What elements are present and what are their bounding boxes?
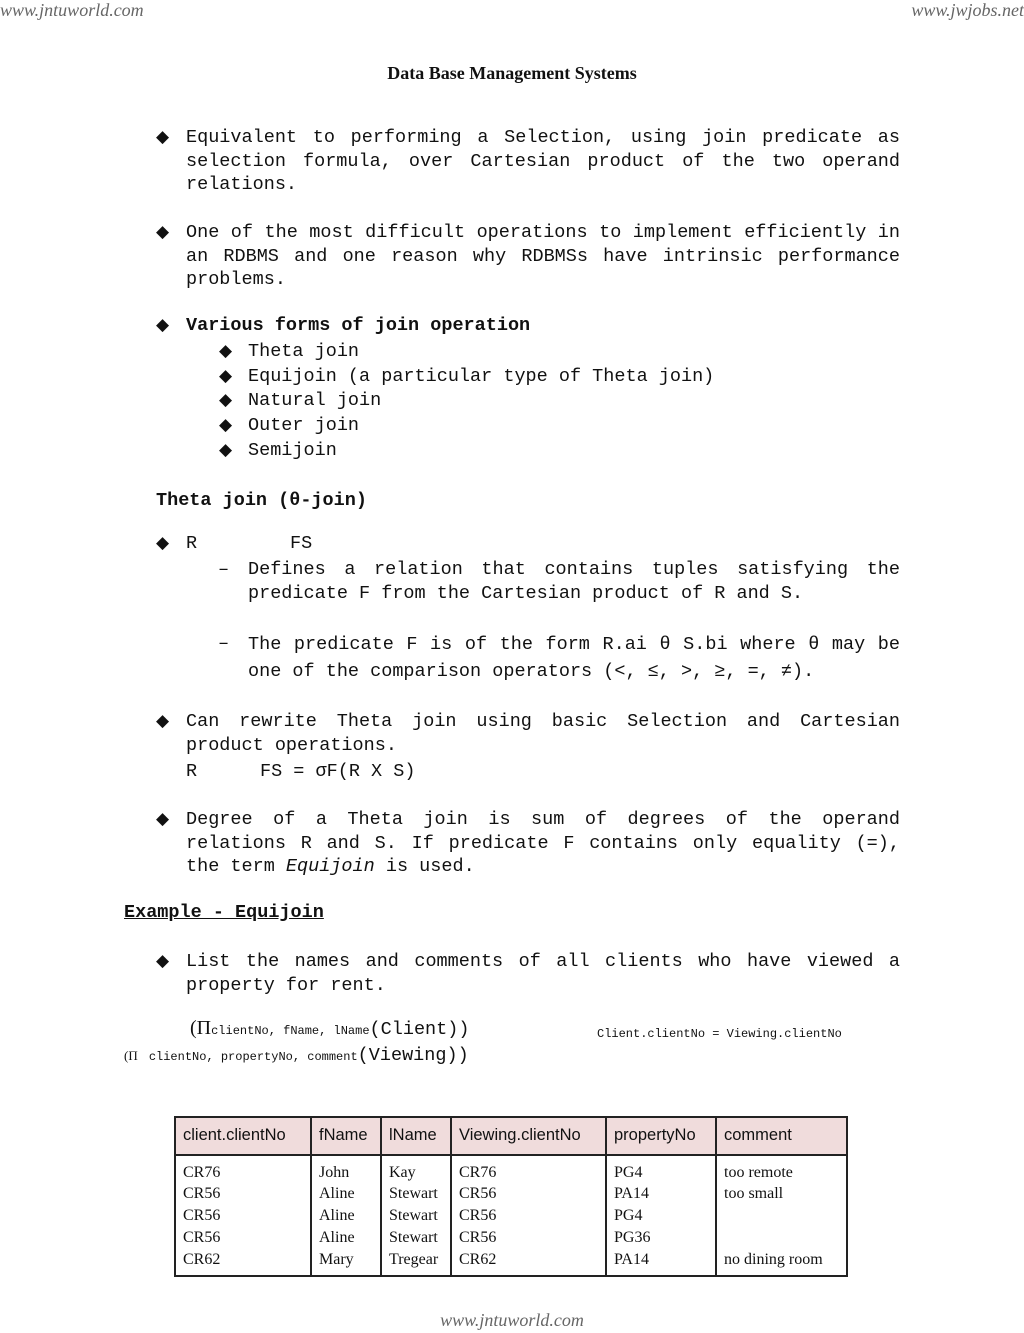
projection-attributes: clientNo, propertyNo, comment: [148, 1050, 358, 1064]
diamond-bullet-icon: ◆: [219, 415, 233, 435]
section-heading: Theta join (θ-join): [156, 490, 367, 511]
example-heading: Example - Equijoin: [124, 902, 324, 923]
diamond-bullet-icon: ◆: [156, 711, 170, 731]
column-header: fName: [311, 1117, 381, 1155]
table-cell: Kay: [381, 1155, 451, 1183]
table-row: [175, 1183, 847, 1205]
table-cell: Aline: [311, 1183, 381, 1205]
column-header: client.clientNo: [175, 1117, 311, 1155]
table-cell: CR62: [451, 1249, 606, 1276]
diamond-bullet-icon: ◆: [156, 533, 170, 553]
table-cell: Aline: [311, 1227, 381, 1249]
page-title: Data Base Management Systems: [387, 63, 637, 83]
diamond-bullet-icon: ◆: [156, 951, 170, 971]
table-cell: Tregear: [381, 1249, 451, 1276]
formula-line-2: [124, 1044, 469, 1070]
degree-text-end: is used.: [374, 856, 475, 877]
table-cell: CR62: [183, 1250, 221, 1268]
list-item: Theta join: [248, 341, 360, 362]
table-cell: too small: [716, 1183, 847, 1205]
table-cell: [716, 1205, 847, 1227]
diamond-bullet-icon: ◆: [156, 222, 170, 242]
table-cell: [716, 1227, 847, 1249]
diamond-bullet-icon: ◆: [219, 366, 233, 386]
dash-paragraph: Defines a relation that contains tuples satisfying the predicate F from the Cartesian product of R and S.: [248, 559, 900, 604]
table-cell: PG4: [606, 1155, 716, 1183]
table-cell: too remote: [716, 1155, 847, 1183]
watermark-top-right: www.jwjobs.net: [911, 0, 1024, 20]
equijoin-result-table: [174, 1116, 848, 1277]
table-cell: CR56: [183, 1207, 221, 1224]
list-item: Outer join: [248, 415, 360, 436]
projection-relation: (Client)): [369, 1019, 470, 1040]
table-cell: PG36: [606, 1227, 716, 1249]
formula-line-1: [190, 1017, 469, 1044]
join-condition: Client.clientNo = Viewing.clientNo: [597, 1027, 842, 1041]
table-row: [175, 1249, 847, 1276]
list-item: Equijoin (a particular type of Theta join): [248, 366, 715, 387]
bullet-paragraph: [186, 808, 900, 879]
list-item: Natural join: [248, 390, 382, 411]
table-cell: PG4: [606, 1205, 716, 1227]
rewrite-expression: FS = σF(R X S): [260, 761, 416, 782]
expr-relation-r: R: [186, 533, 198, 554]
projection-symbol: (Π: [124, 1048, 138, 1063]
diamond-bullet-icon: ◆: [219, 341, 233, 361]
dash-paragraph: The predicate F is of the form R.ai θ S.bi where θ may be one of the comparison operators (<, ≤, >, ≥, =, ≠).: [248, 634, 900, 682]
table-cell: no dining room: [716, 1249, 847, 1276]
diamond-bullet-icon: ◆: [156, 315, 170, 335]
table-cell: CR56: [451, 1205, 606, 1227]
table-cell: Mary: [311, 1249, 381, 1276]
table-cell: PA14: [606, 1183, 716, 1205]
table-row: [175, 1227, 847, 1249]
diamond-bullet-icon: ◆: [156, 809, 170, 829]
dash-icon: –: [218, 559, 230, 580]
table-cell: John: [311, 1155, 381, 1183]
table-header-row: [175, 1117, 847, 1155]
bullet-paragraph: One of the most difficult operations to implement efficiently in an RDBMS and one reason why RDBMSs have intrinsic performance problems.: [186, 222, 900, 290]
watermark-top-left: www.jntuworld.com: [0, 0, 144, 20]
projection-symbol: (Π: [190, 1017, 212, 1039]
table-cell: Stewart: [381, 1227, 451, 1249]
diamond-bullet-icon: ◆: [219, 440, 233, 460]
table-row: [175, 1155, 847, 1183]
bullet-paragraph: List the names and comments of all clients who have viewed a property for rent.: [186, 951, 900, 996]
bullet-heading: Various forms of join operation: [186, 315, 531, 336]
table-cell: CR56: [183, 1185, 221, 1202]
expr-relation-r: R: [186, 761, 198, 782]
table-cell: Stewart: [381, 1183, 451, 1205]
table-cell: CR76: [183, 1163, 221, 1181]
watermark-bottom: www.jntuworld.com: [440, 1310, 584, 1330]
table-cell: Aline: [311, 1205, 381, 1227]
projection-relation: (Viewing)): [357, 1045, 469, 1066]
table-cell: CR56: [451, 1227, 606, 1249]
table-cell: CR76: [451, 1155, 606, 1183]
dash-icon: –: [218, 633, 230, 654]
table-cell: PA14: [606, 1249, 716, 1276]
table-cell: Stewart: [381, 1205, 451, 1227]
column-header: Viewing.clientNo: [451, 1117, 606, 1155]
projection-attributes: clientNo, fName, lName: [211, 1024, 370, 1038]
table-cell: CR56: [451, 1183, 606, 1205]
table-cell: CR56: [183, 1229, 221, 1246]
diamond-bullet-icon: ◆: [219, 390, 233, 410]
expr-predicate-fs: FS: [290, 533, 313, 554]
column-header: lName: [381, 1117, 451, 1155]
column-header: comment: [716, 1117, 847, 1155]
equijoin-term: Equijoin: [285, 856, 375, 877]
list-item: Semijoin: [248, 440, 337, 461]
bullet-paragraph: Equivalent to performing a Selection, using join predicate as selection formula, over Cartesian product of the two operand relations.: [186, 127, 900, 195]
table-row: [175, 1205, 847, 1227]
column-header: propertyNo: [606, 1117, 716, 1155]
degree-text: Degree of a Theta join is sum of degrees of the operand relations R and S. If predicate F contains only equality (=), the term: [186, 809, 900, 877]
bullet-paragraph: Can rewrite Theta join using basic Selection and Cartesian product operations.: [186, 711, 900, 756]
diamond-bullet-icon: ◆: [156, 127, 170, 147]
